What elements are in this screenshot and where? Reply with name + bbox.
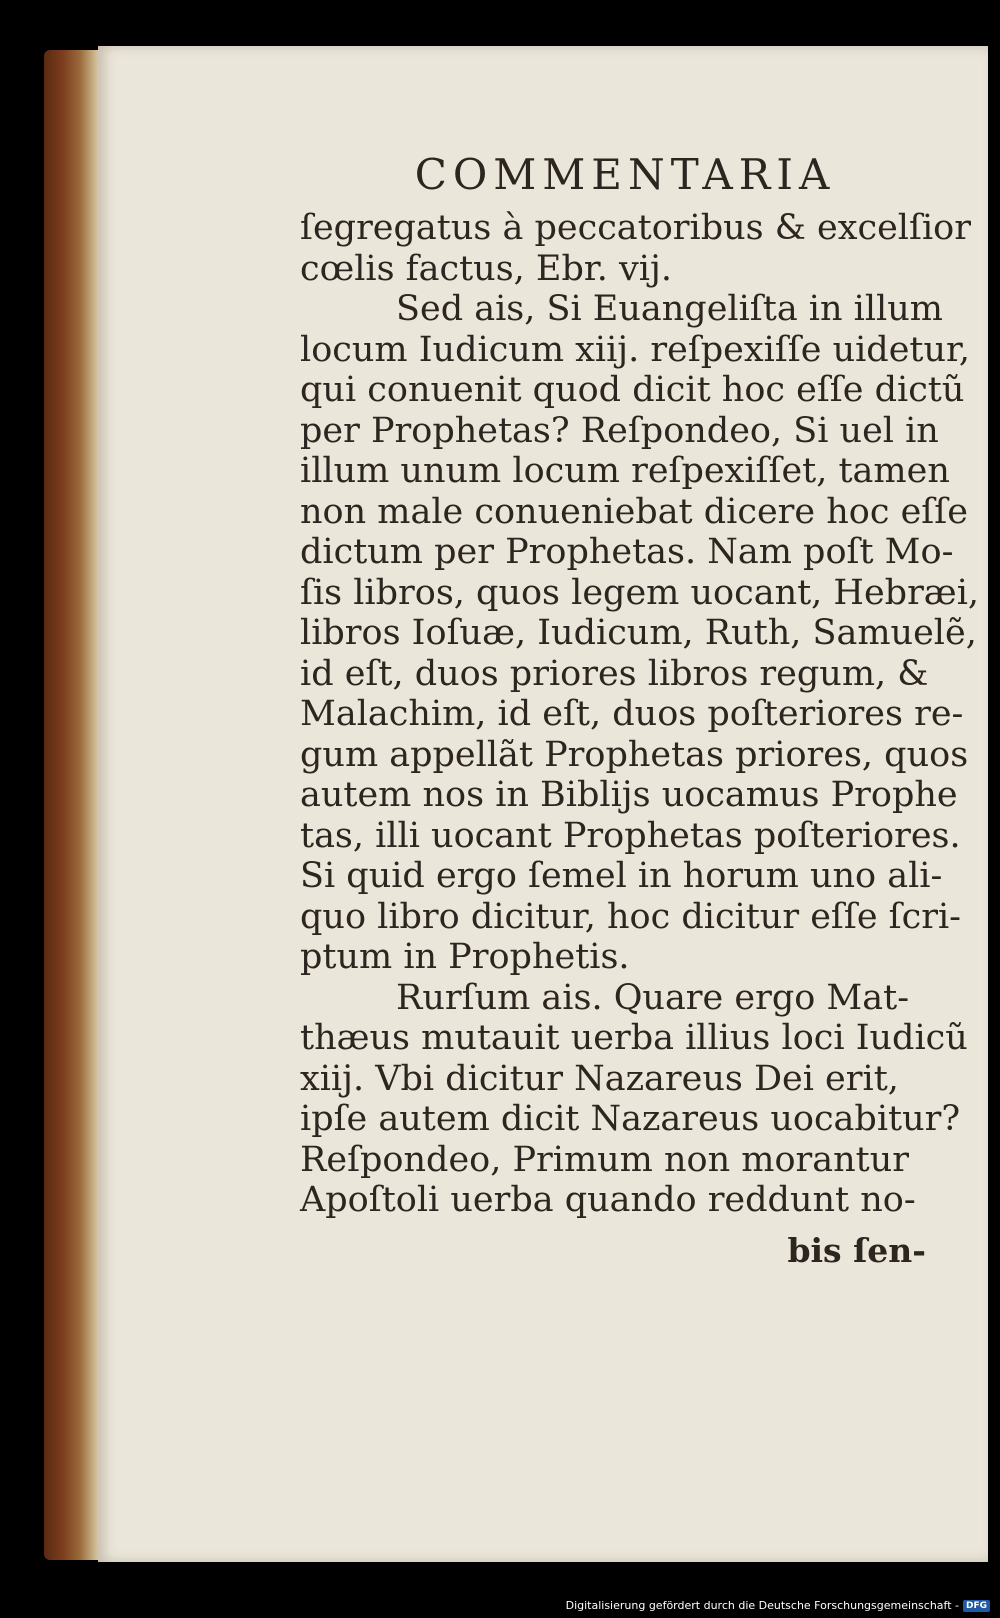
paragraph bbox=[300, 289, 980, 978]
paragraph bbox=[300, 977, 968, 1221]
paragraph bbox=[300, 208, 971, 289]
text-line: cœlis factus, Ebr. vij. bbox=[300, 248, 672, 289]
text-line: thæus mutauit uerba illius loci Iudicũ bbox=[300, 1018, 968, 1058]
book-page bbox=[98, 46, 988, 1562]
catchword: bis ſen- bbox=[787, 1230, 926, 1270]
text-line: tas, illi uocant Prophetas poſteriores. bbox=[300, 815, 961, 856]
text-line: Si quid ergo ſemel in horum uno ali- bbox=[300, 856, 943, 896]
running-head: COMMENTARIA bbox=[414, 150, 836, 199]
digitization-credit bbox=[566, 1599, 990, 1612]
text-line: illum unum locum reſpexiſſet, tamen bbox=[300, 451, 950, 491]
text-line: Sed ais, Si Euangeliſta in illum bbox=[396, 289, 943, 329]
text-line: ptum in Prophetis. bbox=[300, 937, 630, 977]
text-line: Rurſum ais. Quare ergo Mat- bbox=[396, 977, 910, 1018]
text-line: Apoſtoli uerba quando reddunt no- bbox=[300, 1180, 916, 1220]
text-line: ipſe autem dicit Nazareus uocabitur? bbox=[300, 1099, 961, 1139]
text-line: libros Ioſuæ, Iudicum, Ruth, Samuelẽ, bbox=[300, 613, 977, 653]
text-line: dictum per Prophetas. Nam poſt Mo- bbox=[300, 532, 954, 572]
text-line: ſegregatus à peccatoribus & excelſior bbox=[300, 208, 971, 248]
text-line: xiij. Vbi dicitur Nazareus Dei erit, bbox=[300, 1058, 899, 1099]
text-line: id eſt, duos priores libros regum, & bbox=[300, 653, 929, 694]
text-line: Reſpondeo, Primum non morantur bbox=[300, 1139, 910, 1180]
text-line: non male conueniebat dicere hoc eſſe bbox=[300, 491, 968, 532]
page-text-block bbox=[300, 146, 980, 1273]
text-line: gum appellãt Prophetas priores, quos bbox=[300, 734, 969, 775]
text-line: qui conuenit quod dicit hoc eſſe dictũ bbox=[300, 370, 965, 410]
credit-text: Digitalisierung gefördert durch die Deutsche Forschungsgemeinschaft - bbox=[565, 1599, 959, 1612]
text-line: locum Iudicum xiij. reſpexiſſe uidetur, bbox=[300, 329, 971, 370]
dfg-logo-icon: DFG bbox=[963, 1600, 990, 1612]
text-line: autem nos in Biblijs uocamus Prophe bbox=[300, 775, 958, 815]
book-spine-edge bbox=[44, 50, 104, 1560]
text-line: per Prophetas? Reſpondeo, Si uel in bbox=[300, 410, 939, 451]
text-line: Malachim, id eſt, duos poſteriores re- bbox=[300, 694, 964, 734]
text-line: quo libro dicitur, hoc dicitur eſſe ſcri- bbox=[300, 896, 961, 937]
text-line: ſis libros, quos legem uocant, Hebræi, bbox=[300, 572, 980, 613]
